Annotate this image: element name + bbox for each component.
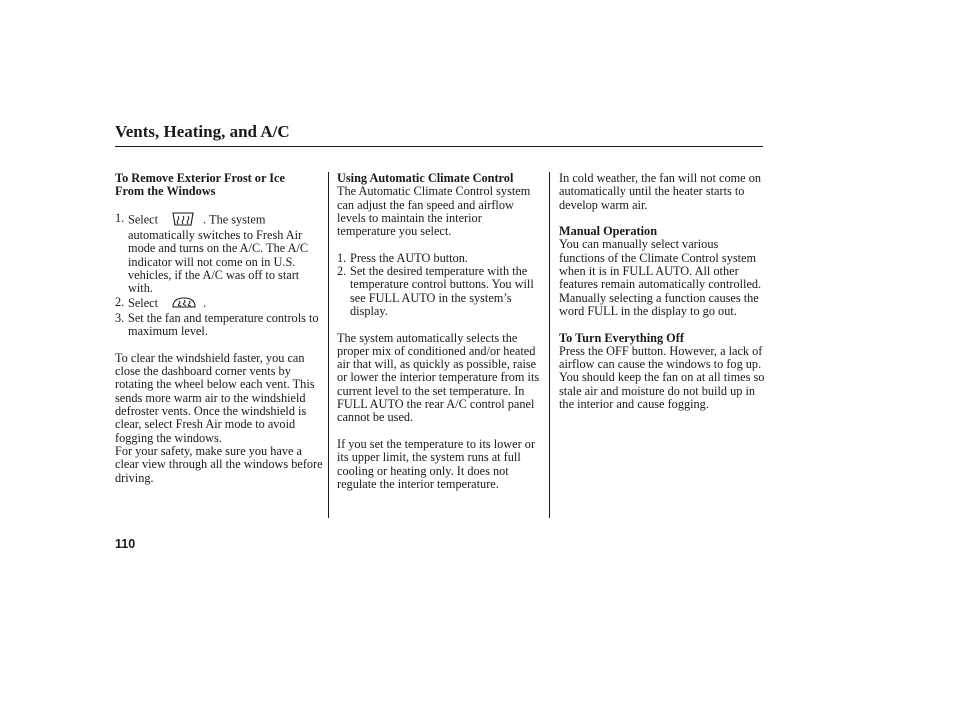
- column-divider-2: [549, 172, 550, 518]
- step-number: 1.: [337, 250, 347, 265]
- paragraph-auto-intro: The Automatic Climate Control system can adjust the fan speed and airflow levels to maintain the interior temperature you select.: [337, 184, 531, 239]
- step-number: 1.: [115, 210, 125, 225]
- step-number: 2.: [337, 264, 347, 279]
- column-automatic-climate: [337, 172, 542, 491]
- column-divider-1: [328, 172, 329, 518]
- step-number: 2.: [115, 294, 125, 309]
- paragraph-full-out: Manually selecting a function causes the word FULL in the display to go out.: [559, 290, 759, 318]
- section-heading-frost: [115, 172, 323, 199]
- step-text: .: [203, 295, 207, 310]
- step-number: 3.: [115, 310, 125, 325]
- page-title: Vents, Heating, and A/C: [115, 122, 290, 141]
- frost-step-1: [115, 212, 323, 296]
- frost-step-3: [115, 312, 323, 339]
- paragraph-cold-weather: In cold weather, the fan will not come on automatically until the heater starts to develop warm air.: [559, 171, 761, 212]
- paragraph-clear-faster: To clear the windshield faster, you can close the dashboard corner vents by rotating the wheel below each vent. This sends more warm air to the windshield defroster vents. Once the windshield is clear, select Fresh Air mode to avoid fogging the windows.: [115, 350, 315, 445]
- rear-defrost-icon: [171, 212, 195, 229]
- column-frost-removal: [115, 172, 323, 485]
- title-rule: [115, 146, 763, 147]
- paragraph-manual-select: You can manually select various functions of the Climate Control system when it is in FULL AUTO. All other features remain automatically controlled.: [559, 237, 762, 292]
- frost-step-2: [115, 296, 323, 312]
- paragraph-off-button: Press the OFF button. However, a lack of airflow can cause the windows to fog up. You should keep the fan on at all times so stale air and moisture do not build up in the interior and cause fogging.: [559, 343, 765, 412]
- auto-step-1: [337, 252, 542, 265]
- step-text: Press the AUTO button.: [350, 250, 468, 265]
- column-manual-operation: [559, 172, 765, 411]
- section-heading-auto: Using Automatic Climate Control: [337, 171, 514, 185]
- section-heading-manual: Manual Operation: [559, 224, 658, 239]
- section-heading-off: To Turn Everything Off: [559, 330, 684, 345]
- auto-step-2: [337, 265, 542, 318]
- page-number: 110: [115, 537, 136, 551]
- paragraph-safety: For your safety, make sure you have a clear view through all the windows before driving.: [115, 443, 323, 485]
- step-text: Select: [128, 212, 159, 227]
- step-text: Set the desired temperature with the temperature control buttons. You will see FULL AUTO in the system’s display.: [350, 264, 534, 318]
- paragraph-temperature-limit: If you set the temperature to its lower or its upper limit, the system runs at full cooling or heating only. It does not regulate the interior temperature.: [337, 436, 536, 491]
- windshield-defrost-icon: [171, 296, 197, 312]
- step-text: Select: [128, 295, 159, 310]
- heading-line-1: To Remove Exterior Frost or Ice: [115, 171, 285, 185]
- step-text: . The system automatically switches to Fresh Air mode and turns on the A/C. The A/C indicator will not come on in U.S. vehicles, if the A/C was off to start with.: [128, 212, 309, 296]
- paragraph-auto-mix: The system automatically selects the proper mix of conditioned and/or heated air that will, as quickly as possible, raise or lower the interior temperature from its current level to the set temperature. In FULL AUTO the rear A/C control panel cannot be used.: [337, 330, 540, 425]
- heading-line-2: From the Windows: [115, 184, 216, 199]
- step-text: Set the fan and temperature controls to maximum level.: [128, 310, 319, 339]
